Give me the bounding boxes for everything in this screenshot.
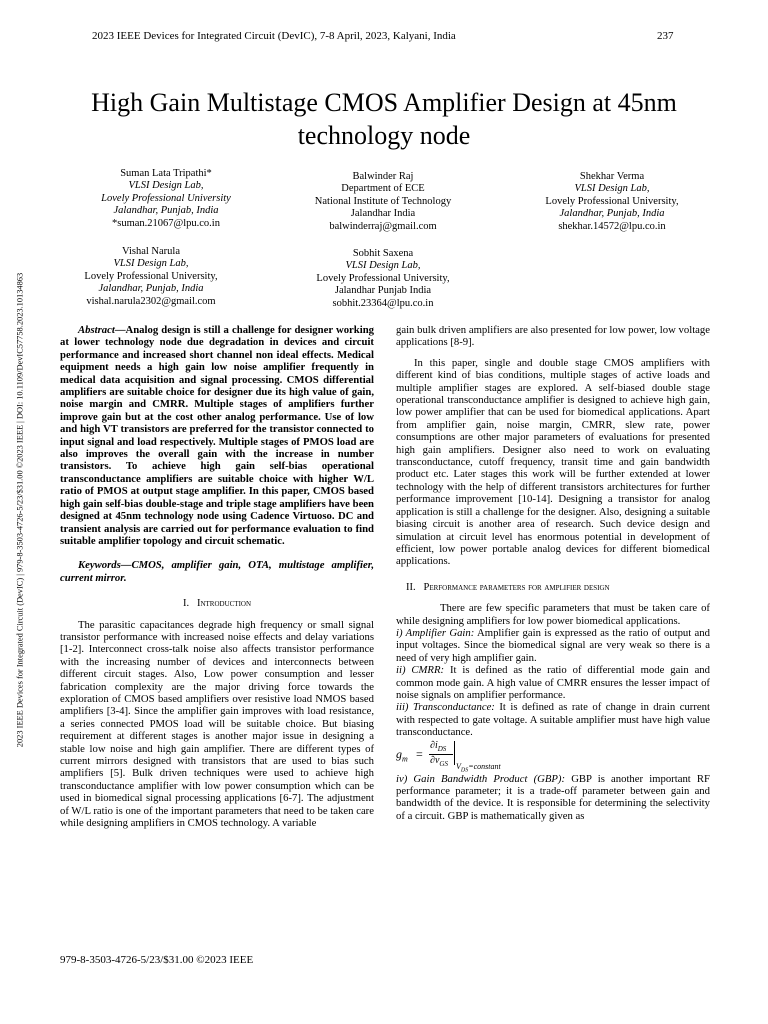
param-cmrr [396,664,710,701]
author-block-3 [517,171,707,233]
eq-lhs: g [396,746,402,761]
author-name: Balwinder Raj [352,171,414,182]
introduction-paragraph-2: In this paper, single and double stage CMOS amplifiers with different kind of bias conditions, multiple stages of active loads and multiple amplifier stages are explored. A self-biased double stage operational transconductance amplifier is designed to achieve high gain, low power amplifier that can be used for biomedical applications. Apart from amplifier gain, noise margin, CMRR, slew rate, power consumptions are other major parameters of evaluations for presented high gain amplifiers. Designer also need to work on evaluating transconductance, cutoff frequency, transit time and gain bandwidth product etc. Later stages this work will be further extended at lower technology with the help of different transistors architectures for further performance improvement [10-14]. Designing a transistor for analog application is still a challenge for the designer. Also, designing a suitable biasing circuit is another area of research. Such device design and simulation at circuit level has enormous potential in development of efficient, low power portable analog devices for different biomedical applications. [396,356,710,568]
eq-denominator: ∂v [430,754,440,766]
sidebar-doi-text: 2023 IEEE Devices for Integrated Circuit (DevIC) | 979-8-3503-4726-5/23/$31.00 ©2023 IEEE | DOI: 10.1109/DevIC57758.2023.10134863 [15,272,25,748]
param-text: Amplifier gain is expressed as the ratio of output and input voltages. Since the biomedical signal are very weak so there is a need of very high amplifier gain. [396,626,710,664]
keywords-text: —CMOS, amplifier gain, OTA, multistage amplifier, current mirror. [60,559,374,584]
author-affiliation: Lovely Professional University, [84,270,218,282]
author-block-1 [71,168,261,230]
author-affiliation: VLSI Design Lab, [345,260,421,272]
left-column [60,324,374,829]
section-number: I. [182,598,190,610]
introduction-paragraph: The parasitic capacitances degrade high frequency or small signal transistor performance with increased noise effects and delay variations [1-2]. Interconnect cross-talk noise also affects transistor performance with the increasing number of devices and interconnects between different circuit stages. Also, Low power consumption and lesser fabrication complexity are the major driving force towards the exploration of CMOS based amplifiers over resistive load NMOS based amplifiers [3-4]. Since the amplifier gain improves with load resistance, a series connected PMOS load will be suitable choice. But biasing requirement at different stages is another major issue in designing a stable low noise and high gain amplifier. There are different types of current mirrors designed with transistors that are used to bias such amplifiers [5]. Bulk driven techniques were used to achieve high transconductance amplifier with low power consumption which can be used in biomedical signal processing applications [6-7]. The adjustment of W/L ratio is one of the important parameters that need to be taken care while designing amplifiers in CMOS technology. A variable [60,618,374,830]
eq-numerator-sub: DS [437,744,447,753]
author-affiliation: Lovely Professional University, [545,195,679,207]
author-email: *suman.21067@lpu.co.in [112,217,220,229]
section-number: II. [406,581,416,593]
author-name: Sobhit Saxena [352,248,414,259]
author-affiliation: VLSI Design Lab, [113,258,189,270]
author-affiliation: VLSI Design Lab, [574,183,650,195]
param-text: It is defined as rate of change in drain current with respected to gate voltage. A suitable amplifier must have high value transconductance. [396,701,710,739]
author-email: balwinderraj@gmail.com [329,220,437,232]
author-affiliation: Lovely Professional University, [316,272,450,284]
author-block-5 [288,248,478,310]
transconductance-equation [396,739,710,773]
eq-numerator: ∂i [430,739,438,751]
eq-evaluation-bar [454,741,455,765]
param-label: iii) Transconductance: [396,701,495,714]
author-affiliation: Jalandhar, Punjab, India [559,208,665,220]
page-number: 237 [657,30,674,42]
author-name: Shekhar Verma [579,171,645,182]
eq-condition: V [456,761,461,771]
author-affiliation: Department of ECE [341,183,425,195]
param-label: iv) Gain Bandwidth Product (GBP): [396,772,566,785]
author-affiliation: National Institute of Technology [314,195,452,207]
author-name: Vishal Narula [122,246,180,257]
author-name: Suman Lata Tripathi* [120,168,212,179]
author-affiliation: VLSI Design Lab, [128,180,204,192]
abstract [60,324,374,547]
eq-lhs-sub: m [402,753,408,763]
author-affiliation: Jalandhar India [350,208,416,220]
author-email: vishal.narula2302@gmail.com [86,295,216,307]
param-gbp [396,773,710,823]
section-title: Introduction [196,598,252,610]
eq-condition-sub: DS [460,767,469,774]
section-heading-performance [396,582,710,594]
param-amplifier-gain [396,627,710,664]
section2-intro: There are few specific parameters that must be taken care of while designing amplifiers for low power biomedical applications. [396,602,710,627]
footer-copyright: 979-8-3503-4726-5/23/$31.00 ©2023 IEEE [60,954,254,966]
author-email: shekhar.14572@lpu.co.in [558,220,666,232]
author-affiliation: Jalandhar, Punjab, India [98,283,204,295]
keywords-label: Keywords [78,559,121,572]
right-column [396,324,710,822]
author-block-4 [56,246,246,308]
section-title: Performance parameters for amplifier design [423,581,610,593]
param-text: It is defined as the ratio of differential mode gain and common mode gain. A high value of CMRR ensures the lesser impact of noise signals on amplifier performance. [396,664,710,701]
param-text: GBP is another important RF performance parameter; it is a trade-off parameter between gain and bandwidth of the device. It is responsible for determining the selectivity of a circuit. GBP is mathematically given as [396,772,710,822]
abstract-text: —Analog design is still a challenge for designer working at lower technology node due degradation in devices and circuit performance and increased short channel non ideal effects. Medical equipment needs a high gain low noise amplifier frequently in medical data acquisition and signal processing. CMOS differential amplifiers are suitable choice for designer due its high value of gain, noise margin and CMRR. Multiple stages of amplifiers further improve gain but at the cost other analog performance. Use of low and high VT transistors are preferred for the transistor connected to input signal and load respectively. Multiple stages of PMOS load are also improves the overall gain with the increase in number transistors. To achieve high gain self-bias operational transconductance amplifiers are suitable choice with higher W/L ratio of PMOS at output stage amplifier. In this paper, CMOS based high gain self-bias double-stage and triple stage amplifiers have been designed at 45nm technology node using Cadence Virtuoso. DC and transient analysis are carried out for performance evaluation to find suitable amplifier topology and circuit schematic. [60,324,374,547]
param-label: ii) CMRR: [396,664,445,677]
introduction-continuation: gain bulk driven amplifiers are also presented for low power, low voltage applications [8-9]. [396,324,710,349]
author-affiliation: Lovely Professional University [101,192,231,204]
section-heading-introduction [60,598,374,610]
keywords [60,559,374,584]
author-email: sobhit.23364@lpu.co.in [332,297,434,309]
eq-equals: = [416,746,423,761]
param-transconductance [396,701,710,738]
param-label: i) Amplifier Gain: [396,626,475,639]
sidebar-doi-strip [14,235,26,785]
paper-title: High Gain Multistage CMOS Amplifier Design at 45nm technology node [91,88,677,150]
eq-condition-rest: =constant [468,761,501,771]
eq-denominator-sub: GS [439,759,448,768]
author-affiliation: Jalandhar Punjab India [334,285,432,297]
author-affiliation: Jalandhar, Punjab, India [113,205,219,217]
abstract-label: Abstract [78,324,115,336]
conference-header: 2023 IEEE Devices for Integrated Circuit (DevIC), 7-8 April, 2023, Kalyani, India [92,30,456,42]
author-block-2 [288,171,478,233]
